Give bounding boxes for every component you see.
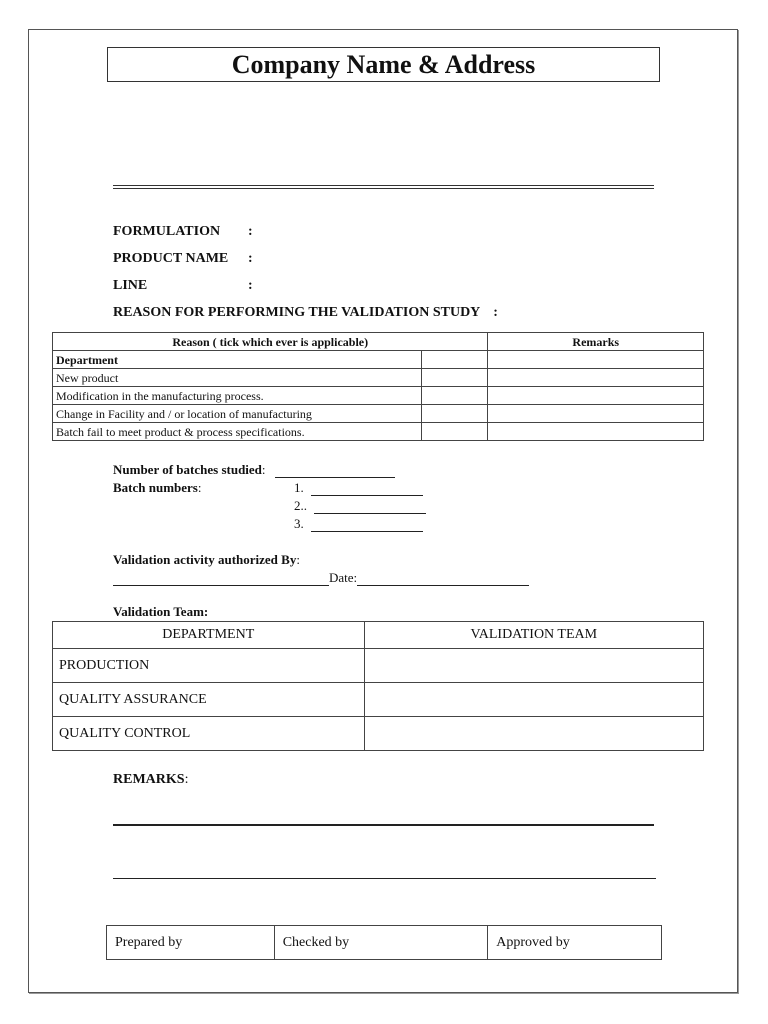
table-row xyxy=(53,387,704,405)
team-table-header xyxy=(53,622,704,649)
authorized-by-blank[interactable] xyxy=(113,573,329,586)
table-row xyxy=(53,683,704,717)
authorization-label: Validation activity authorized By xyxy=(113,552,297,567)
field-colon: : xyxy=(248,224,253,239)
batch-number-blank[interactable] xyxy=(311,519,423,532)
remarks-line-1[interactable] xyxy=(113,824,654,826)
reason-table-header xyxy=(53,333,704,351)
field-label: LINE xyxy=(113,278,148,293)
signoff-row xyxy=(107,926,662,960)
field-label: PRODUCT NAME xyxy=(113,251,229,266)
batches-studied-blank[interactable] xyxy=(275,465,395,478)
authorization-signature-row xyxy=(113,570,529,586)
batch-number-index: 3. xyxy=(294,516,304,531)
signoff-table xyxy=(106,925,662,960)
reason-header: Reason ( tick which ever is applicable) xyxy=(53,333,488,351)
department-cell: PRODUCTION xyxy=(53,649,365,683)
date-label: Date: xyxy=(329,570,358,585)
remarks-label: REMARKS xyxy=(113,772,185,787)
table-row xyxy=(53,405,704,423)
team-member-cell[interactable] xyxy=(364,683,703,717)
team-member-cell[interactable] xyxy=(364,649,703,683)
table-row xyxy=(53,423,704,441)
field-label: FORMULATION xyxy=(113,224,221,239)
company-name-header xyxy=(107,47,660,82)
batch-number-1 xyxy=(294,480,423,496)
remarks-header: Remarks xyxy=(488,333,704,351)
batch-numbers-colon: : xyxy=(197,480,202,495)
remarks-cell[interactable] xyxy=(488,387,704,405)
field-formulation xyxy=(113,224,253,240)
company-title: Company Name & Address xyxy=(231,50,536,79)
header-double-rule xyxy=(113,185,654,189)
table-row xyxy=(53,351,704,369)
tick-cell[interactable] xyxy=(421,369,488,387)
reason-cell: Department xyxy=(53,351,422,369)
remarks-colon: : xyxy=(184,772,189,787)
reason-cell: New product xyxy=(53,369,422,387)
checked-by-cell[interactable]: Checked by xyxy=(274,926,488,960)
prepared-by-cell[interactable]: Prepared by xyxy=(107,926,275,960)
batch-numbers-row xyxy=(113,480,202,496)
batches-studied-row xyxy=(113,462,395,478)
department-header: DEPARTMENT xyxy=(53,622,365,649)
reason-table xyxy=(52,332,704,441)
authorization-row xyxy=(113,552,300,568)
reason-cell: Modification in the manufacturing process. xyxy=(53,387,422,405)
department-cell: QUALITY CONTROL xyxy=(53,717,365,751)
batch-number-index: 1. xyxy=(294,480,304,495)
remarks-line-2[interactable] xyxy=(113,878,656,879)
batch-number-blank[interactable] xyxy=(311,483,423,496)
validation-team-header: VALIDATION TEAM xyxy=(364,622,703,649)
reason-cell: Batch fail to meet product & process specifications. xyxy=(53,423,422,441)
authorization-colon: : xyxy=(296,552,300,567)
batch-number-index: 2.. xyxy=(294,498,307,513)
field-colon: : xyxy=(493,305,498,320)
table-row xyxy=(53,717,704,751)
batch-number-2 xyxy=(294,498,426,514)
remarks-cell[interactable] xyxy=(488,369,704,387)
reason-cell: Change in Facility and / or location of manufacturing xyxy=(53,405,422,423)
table-row xyxy=(53,649,704,683)
batch-number-3 xyxy=(294,516,423,532)
field-product-name xyxy=(113,251,253,267)
batches-studied-colon: : xyxy=(261,462,266,477)
tick-cell[interactable] xyxy=(421,387,488,405)
field-label: REASON FOR PERFORMING THE VALIDATION STUDY xyxy=(113,305,480,320)
batch-number-blank[interactable] xyxy=(314,501,426,514)
remarks-cell[interactable] xyxy=(488,423,704,441)
table-row xyxy=(53,369,704,387)
approved-by-cell[interactable]: Approved by xyxy=(488,926,662,960)
validation-team-table xyxy=(52,621,704,751)
field-colon: : xyxy=(248,278,253,293)
remarks-cell[interactable] xyxy=(488,405,704,423)
batches-studied-label: Number of batches studied xyxy=(113,462,262,477)
remarks-cell[interactable] xyxy=(488,351,704,369)
tick-cell[interactable] xyxy=(421,423,488,441)
tick-cell[interactable] xyxy=(421,351,488,369)
tick-cell[interactable] xyxy=(421,405,488,423)
team-member-cell[interactable] xyxy=(364,717,703,751)
date-blank[interactable] xyxy=(357,573,529,586)
field-colon: : xyxy=(248,251,253,266)
remarks-heading xyxy=(113,772,188,788)
batch-numbers-label: Batch numbers xyxy=(113,480,198,495)
department-cell: QUALITY ASSURANCE xyxy=(53,683,365,717)
field-line xyxy=(113,278,253,294)
validation-team-title: Validation Team: xyxy=(113,604,209,619)
field-reason xyxy=(113,305,498,321)
